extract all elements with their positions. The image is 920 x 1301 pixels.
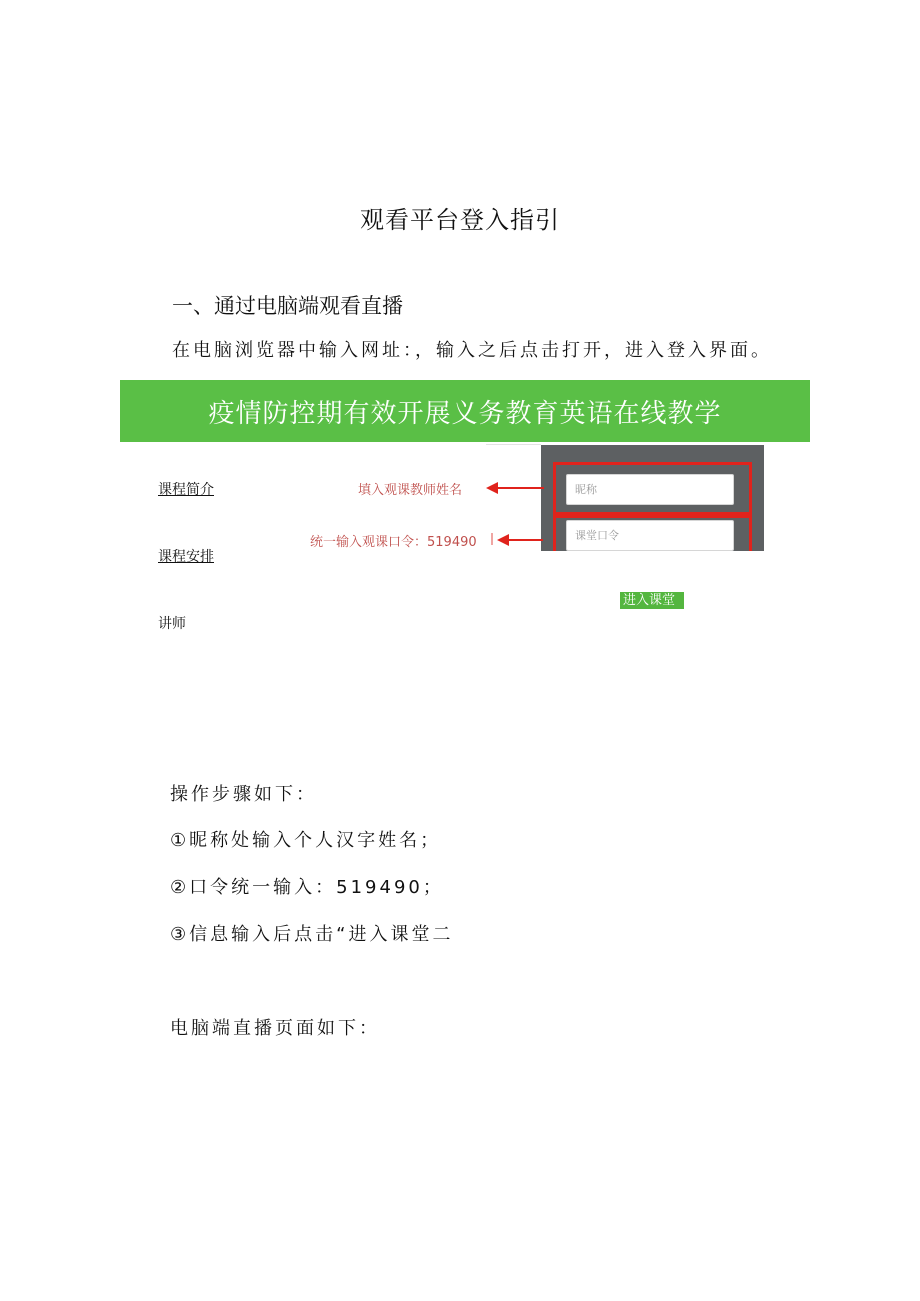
- step-item-2: ②口令统一输入：519490；: [170, 877, 444, 898]
- footer-text: 电脑端直播页面如下：: [170, 1018, 380, 1039]
- arrow-to-nickname: [486, 481, 544, 495]
- nickname-input[interactable]: 昵称: [566, 474, 734, 505]
- enter-classroom-button[interactable]: 进入课堂: [620, 592, 684, 609]
- annotation-password: 统一输入观课口令：519490: [310, 535, 477, 550]
- step-item-1: ①昵称处输入个人汉字姓名；: [170, 830, 442, 851]
- document-title: 观看平台登入指引: [360, 206, 560, 234]
- nav-link-lecturer[interactable]: 讲师: [158, 616, 186, 632]
- nav-link-course-intro[interactable]: 课程简介: [158, 482, 214, 498]
- section-heading: 一、通过电脑端观看直播: [172, 294, 403, 318]
- nav-link-course-schedule[interactable]: 课程安排: [158, 549, 214, 565]
- arrow-to-password: [497, 533, 543, 547]
- divider: [486, 444, 541, 445]
- password-input[interactable]: 课堂口令: [566, 520, 734, 551]
- login-panel: [541, 445, 764, 551]
- step-item-3: ③信息输入后点击“进入课堂二: [170, 924, 454, 945]
- banner-title: 疫情防控期有效开展义务教育英语在线教学: [208, 399, 722, 429]
- divider-mark: [491, 533, 493, 545]
- banner: [120, 380, 810, 442]
- steps-heading: 操作步骤如下：: [170, 784, 317, 805]
- intro-paragraph: 在电脑浏览器中输入网址：，输入之后点击打开，进入登入界面。: [172, 340, 772, 361]
- annotation-name: 填入观课教师姓名: [358, 483, 463, 498]
